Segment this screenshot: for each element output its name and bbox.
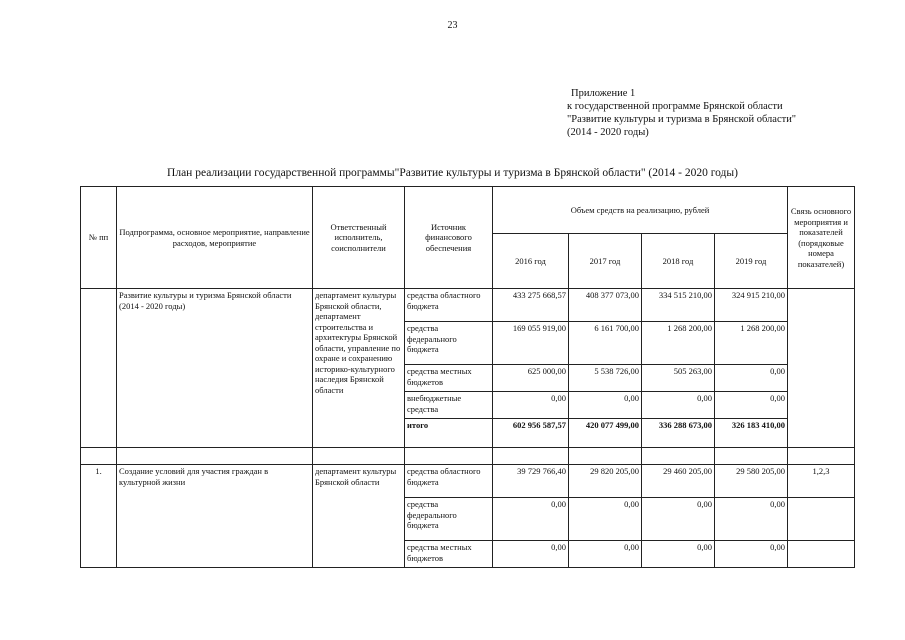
value-2019: 0,00 bbox=[715, 498, 788, 541]
spacer-row bbox=[81, 448, 855, 465]
value-2018: 505 263,00 bbox=[642, 365, 715, 392]
page-number: 23 bbox=[447, 20, 458, 31]
value-2016: 0,00 bbox=[493, 392, 569, 419]
value-2018: 1 268 200,00 bbox=[642, 322, 715, 365]
header-subprogram: Подпрограмма, основное мероприятие, направление расходов, мероприятие bbox=[117, 187, 313, 289]
value-2019: 324 915 210,00 bbox=[715, 289, 788, 322]
row-responsible: департамент культуры Брянской области bbox=[313, 465, 405, 568]
value-2018: 0,00 bbox=[642, 498, 715, 541]
row-source: средства федерального бюджета bbox=[405, 322, 493, 365]
header-2019: 2019 год bbox=[715, 234, 788, 289]
row-responsible: департамент культуры Брянской области, департамент строительства и архитектуры Брянской области, управление по охране и сохранению историко-культурного наследия Брянской области bbox=[313, 289, 405, 448]
value-2019: 326 183 410,00 bbox=[715, 419, 788, 448]
value-2017: 0,00 bbox=[569, 392, 642, 419]
value-2016: 625 000,00 bbox=[493, 365, 569, 392]
value-2016: 39 729 766,40 bbox=[493, 465, 569, 498]
header-source: Источник финансового обеспечения bbox=[405, 187, 493, 289]
header-responsible: Ответственный исполнитель, соисполнители bbox=[313, 187, 405, 289]
header-link: Связь основного мероприятия и показателей (порядковые номера показателей) bbox=[788, 187, 855, 289]
value-2016: 0,00 bbox=[493, 498, 569, 541]
appendix-line-2: к государственной программе Брянской области bbox=[567, 101, 783, 112]
value-2019: 0,00 bbox=[715, 541, 788, 568]
table-row bbox=[81, 289, 855, 322]
value-2017: 29 820 205,00 bbox=[569, 465, 642, 498]
value-2017: 6 161 700,00 bbox=[569, 322, 642, 365]
row-name: Создание условий для участия граждан в культурной жизни bbox=[117, 465, 313, 568]
row-name: Развитие культуры и туризма Брянской области (2014 - 2020 годы) bbox=[117, 289, 313, 448]
value-2019: 0,00 bbox=[715, 365, 788, 392]
value-2017: 0,00 bbox=[569, 541, 642, 568]
row-link bbox=[788, 541, 855, 568]
header-2017: 2017 год bbox=[569, 234, 642, 289]
value-2017: 0,00 bbox=[569, 498, 642, 541]
appendix-line-3: "Развитие культуры и туризма в Брянской области" bbox=[567, 114, 797, 125]
row-source: средства федерального бюджета bbox=[405, 498, 493, 541]
value-2018: 29 460 205,00 bbox=[642, 465, 715, 498]
header-row-1 bbox=[81, 187, 855, 234]
value-2018: 334 515 210,00 bbox=[642, 289, 715, 322]
appendix-note bbox=[567, 87, 796, 139]
value-2016: 433 275 668,57 bbox=[493, 289, 569, 322]
table-row bbox=[81, 465, 855, 498]
value-2019: 29 580 205,00 bbox=[715, 465, 788, 498]
appendix-line-4: (2014 - 2020 годы) bbox=[567, 127, 649, 138]
plan-table bbox=[80, 186, 855, 568]
header-volume: Объем средств на реализацию, рублей bbox=[493, 187, 788, 234]
value-2016: 602 956 587,57 bbox=[493, 419, 569, 448]
row-source: средства местных бюджетов bbox=[405, 541, 493, 568]
row-source: средства областного бюджета bbox=[405, 289, 493, 322]
row-num: 1. bbox=[81, 465, 117, 568]
header-2016: 2016 год bbox=[493, 234, 569, 289]
value-2016: 0,00 bbox=[493, 541, 569, 568]
value-2017: 408 377 073,00 bbox=[569, 289, 642, 322]
value-2016: 169 055 919,00 bbox=[493, 322, 569, 365]
value-2018: 0,00 bbox=[642, 541, 715, 568]
row-source: итого bbox=[405, 419, 493, 448]
row-source: средства областного бюджета bbox=[405, 465, 493, 498]
row-link bbox=[788, 289, 855, 448]
value-2019: 1 268 200,00 bbox=[715, 322, 788, 365]
row-source: внебюджетные средства bbox=[405, 392, 493, 419]
row-link: 1,2,3 bbox=[788, 465, 855, 498]
header-2018: 2018 год bbox=[642, 234, 715, 289]
row-link bbox=[788, 498, 855, 541]
row-num bbox=[81, 289, 117, 448]
plan-title: План реализации государственной программы"Развитие культуры и туризма в Брянской области" (2014 - 2020 годы) bbox=[167, 167, 738, 179]
appendix-line-1: Приложение 1 bbox=[571, 88, 636, 99]
value-2017: 5 538 726,00 bbox=[569, 365, 642, 392]
value-2017: 420 077 499,00 bbox=[569, 419, 642, 448]
row-source: средства местных бюджетов bbox=[405, 365, 493, 392]
value-2018: 0,00 bbox=[642, 392, 715, 419]
value-2018: 336 288 673,00 bbox=[642, 419, 715, 448]
value-2019: 0,00 bbox=[715, 392, 788, 419]
header-num: № пп bbox=[81, 187, 117, 289]
